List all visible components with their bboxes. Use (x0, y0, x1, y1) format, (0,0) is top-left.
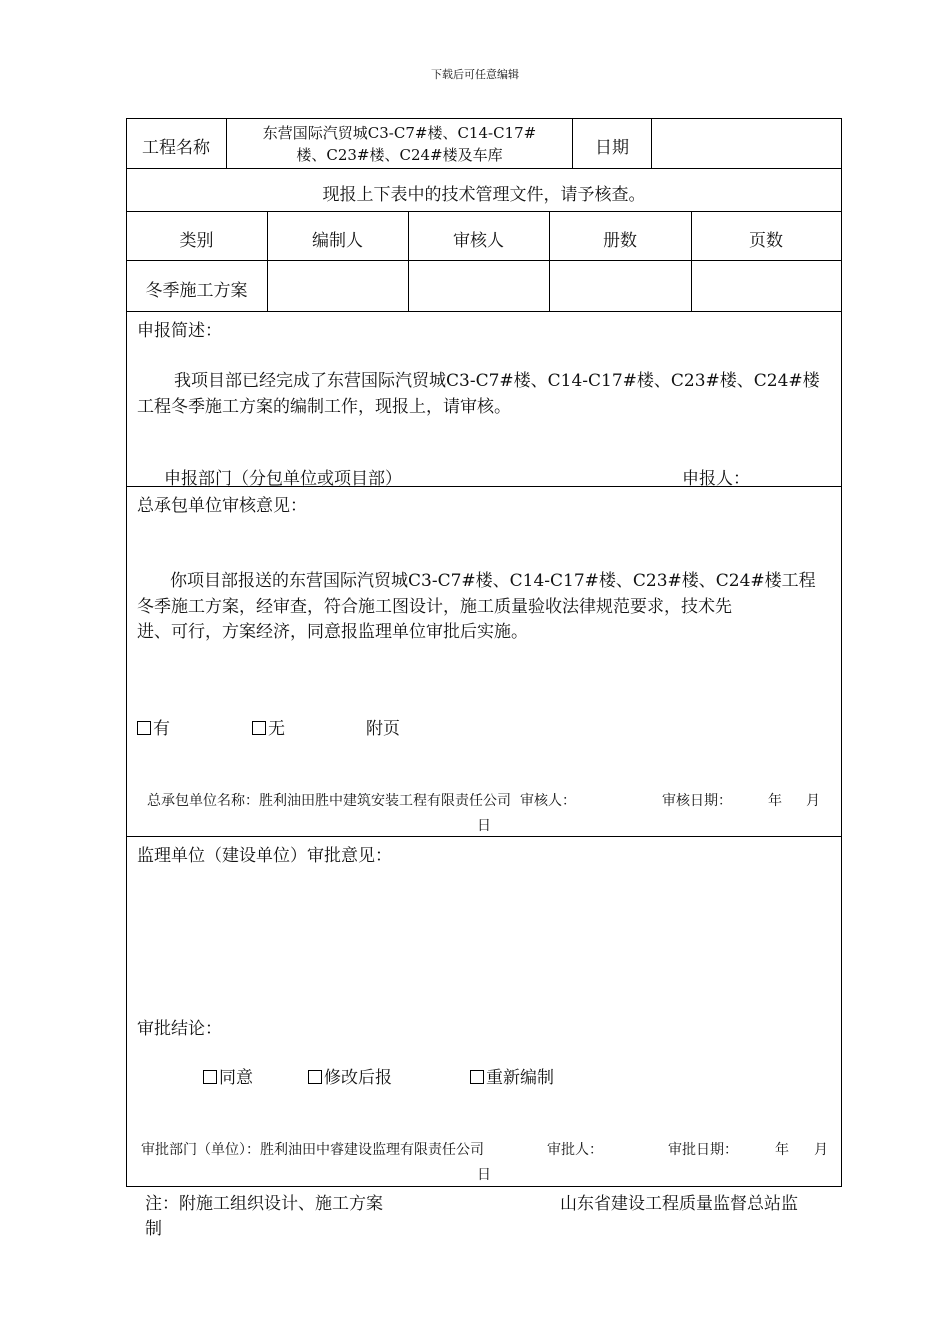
header-note: 下载后可任意编辑 (431, 68, 519, 81)
contractor-review-line2: 冬季施工方案，经审查，符合施工图设计，施工质量验收法律规范要求，技术先 (137, 597, 732, 617)
submit-text: 现报上下表中的技术管理文件，请予核查。 (322, 185, 646, 205)
attach-label: 附页 (366, 719, 400, 739)
declaration-body-line2: 工程冬季施工方案的编制工作，现报上，请审核。 (137, 397, 511, 417)
row-category: 冬季施工方案 (145, 281, 248, 301)
col-volumes: 册数 (603, 231, 637, 251)
col-category: 类别 (179, 231, 214, 251)
option-no[interactable]: 无 (252, 714, 285, 739)
checkbox-icon[interactable] (252, 721, 266, 735)
declaration-dept: 申报部门（分包单位或项目部） (164, 469, 402, 489)
approval-dept: 审批部门（单位）：胜利油田中睿建设监理有限责任公司 (141, 1142, 484, 1158)
col-author: 编制人 (312, 231, 363, 251)
checkbox-icon[interactable] (137, 721, 151, 735)
option-redo[interactable]: 重新编制 (470, 1063, 554, 1088)
col-pages: 页数 (749, 231, 783, 251)
contractor-review-line3: 进、可行，方案经济，同意报监理单位审批后实施。 (137, 622, 528, 642)
declaration-heading: 申报简述： (137, 321, 222, 341)
approval-date-label: 审批日期： (668, 1142, 738, 1158)
option-revise[interactable]: 修改后报 (308, 1063, 392, 1088)
contractor-day: 日 (477, 818, 491, 834)
approver-label: 审批人： (547, 1142, 603, 1158)
approval-day: 日 (477, 1167, 491, 1183)
contractor-review-line1: 你项目部报送的东营国际汽贸城C3-C7#楼、C14-C17#楼、C23#楼、C24#楼工程 (170, 571, 816, 591)
checkbox-icon[interactable] (470, 1070, 484, 1084)
footer-org-line2: 制 (145, 1219, 162, 1239)
option-yes[interactable]: 有 (137, 714, 170, 739)
footer-note: 注：附施工组织设计、施工方案 (145, 1194, 383, 1214)
contractor-reviewer: 审核人： (520, 793, 576, 809)
conclusion-label: 审批结论： (137, 1019, 222, 1039)
contractor-month: 月 (806, 793, 820, 809)
col-reviewer: 审核人 (453, 231, 504, 251)
project-name-label: 工程名称 (142, 138, 210, 158)
contractor-unit: 总承包单位名称：胜利油田胜中建筑安装工程有限责任公司 (147, 793, 511, 809)
option-agree[interactable]: 同意 (203, 1063, 253, 1088)
contractor-date-label: 审核日期： (662, 793, 732, 809)
contractor-year: 年 (768, 793, 782, 809)
checkbox-icon[interactable] (308, 1070, 322, 1084)
date-label: 日期 (595, 138, 629, 158)
supervision-heading: 监理单位（建设单位）审批意见： (137, 846, 392, 866)
project-name-value: 东营国际汽贸城C3-C7#楼、C14-C17# 楼、C23#楼、C24#楼及车库 (262, 124, 537, 164)
declaration-person: 申报人： (682, 469, 750, 489)
declaration-body-line1: 我项目部已经完成了东营国际汽贸城C3-C7#楼、C14-C17#楼、C23#楼、C24#楼 (174, 371, 820, 391)
approval-month: 月 (814, 1142, 828, 1158)
checkbox-icon[interactable] (203, 1070, 217, 1084)
footer-org-line1: 山东省建设工程质量监督总站监 (560, 1194, 798, 1214)
approval-year: 年 (775, 1142, 789, 1158)
contractor-review-heading: 总承包单位审核意见： (137, 496, 307, 516)
